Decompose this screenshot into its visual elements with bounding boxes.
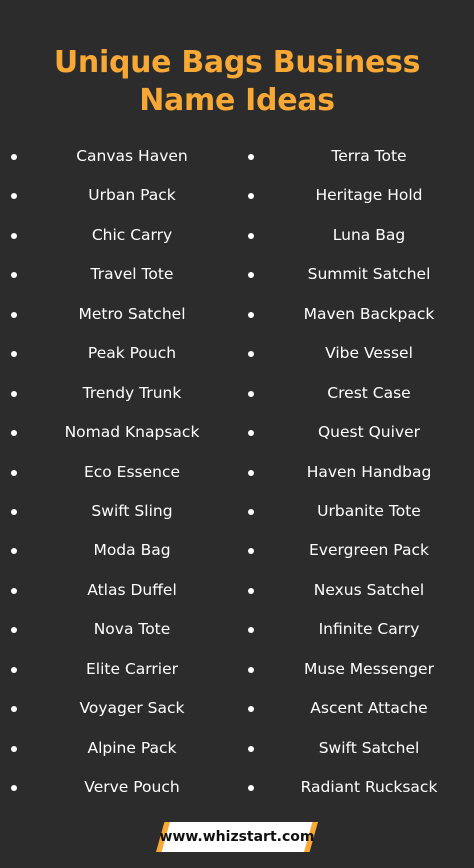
list-item [243,413,473,452]
list-item-label: Canvas Haven [76,147,188,165]
bullet-icon [11,548,17,554]
list-item-label: Quest Quiver [317,423,421,442]
list-item [6,492,236,531]
list-item [6,137,236,176]
list-item [6,768,236,807]
list-item [243,176,473,215]
bullet-icon [248,233,254,239]
list-item-label: Terra Tote [331,147,407,165]
list-item-label: Heritage Hold [315,186,423,205]
list-item [243,374,473,413]
bullet-icon [11,470,17,476]
list-item-label: Muse Messenger [304,659,434,678]
list-item-label: Peak Pouch [87,344,177,363]
list-item-label: Swift Sling [91,501,173,520]
list-item [6,610,236,649]
bullet-icon [248,391,254,397]
list-item-label: Nexus Satchel [313,580,425,599]
bullet-icon [11,785,17,791]
bullet-icon [248,627,254,633]
website-url: www.whizstart.com [159,829,315,845]
list-item-label: Alpine Pack [87,738,177,757]
list-item-label: Nomad Knapsack [64,423,200,442]
list-item [6,295,236,334]
list-item-label: Atlas Duffel [87,580,177,599]
right-name-list [243,137,473,807]
list-item [6,453,236,492]
bullet-icon [248,588,254,594]
list-item [6,216,236,255]
list-item [6,176,236,215]
list-item-label: Urbanite Tote [317,501,421,520]
list-item-label: Moda Bag [93,541,171,560]
bullet-icon [248,746,254,752]
list-item [243,255,473,294]
bullet-icon [248,667,254,673]
list-item-label: Radiant Rucksack [300,778,438,796]
list-item-label: Evergreen Pack [309,541,429,560]
list-item-label: Crest Case [327,383,411,402]
bullet-icon [248,154,254,160]
list-item-label: Haven Handbag [306,462,432,481]
title-line-1: Unique Bags Business [53,45,421,80]
list-item-label: Eco Essence [83,462,181,481]
list-item-label: Vibe Vessel [325,344,413,363]
list-item [6,413,236,452]
list-item [243,295,473,334]
bullet-icon [248,430,254,436]
website-badge [156,822,318,852]
bullet-icon [248,548,254,554]
bullet-icon [248,785,254,791]
bullet-icon [11,430,17,436]
list-item-label: Maven Backpack [303,304,435,323]
bullet-icon [248,193,254,199]
bullet-icon [11,746,17,752]
list-item-label: Luna Bag [332,225,406,244]
list-item-label: Ascent Attache [310,699,428,718]
bullet-icon [11,588,17,594]
list-item [243,492,473,531]
title-line-2: Name Ideas [139,83,335,118]
list-item [6,650,236,689]
list-item [6,729,236,768]
list-item-label: Swift Satchel [318,738,420,757]
left-name-list [6,137,236,807]
bullet-icon [11,706,17,712]
list-item [243,768,473,807]
list-item-label: Nova Tote [93,620,171,639]
list-item-label: Voyager Sack [79,699,185,718]
list-item [243,689,473,728]
list-item-label: Travel Tote [90,265,174,284]
list-item [243,531,473,570]
list-item [243,571,473,610]
list-item [243,453,473,492]
bullet-icon [248,312,254,318]
list-item-label: Summit Satchel [307,265,431,284]
list-item [243,216,473,255]
list-item-label: Trendy Trunk [82,383,182,402]
bullet-icon [11,272,17,278]
list-item [6,374,236,413]
bullet-icon [248,470,254,476]
list-item-label: Chic Carry [91,225,173,244]
list-item [6,571,236,610]
list-item [6,334,236,373]
list-item-label: Urban Pack [88,186,176,205]
bullet-icon [248,351,254,357]
bullet-icon [11,193,17,199]
bullet-icon [11,509,17,515]
bullet-icon [11,667,17,673]
bullet-icon [11,627,17,633]
bullet-icon [11,312,17,318]
list-item [243,137,473,176]
bullet-icon [11,233,17,239]
list-item [243,729,473,768]
list-item [243,610,473,649]
list-item-label: Verve Pouch [84,778,180,796]
list-item-label: Infinite Carry [318,620,420,639]
list-item [6,531,236,570]
list-item-label: Metro Satchel [78,304,186,323]
bullet-icon [11,154,17,160]
list-item [243,650,473,689]
list-item [6,255,236,294]
bullet-icon [248,509,254,515]
bullet-icon [11,351,17,357]
page-title [0,44,474,120]
bullet-icon [11,391,17,397]
list-item [6,689,236,728]
list-item-label: Elite Carrier [86,659,178,678]
bullet-icon [248,706,254,712]
bullet-icon [248,272,254,278]
list-item [243,334,473,373]
